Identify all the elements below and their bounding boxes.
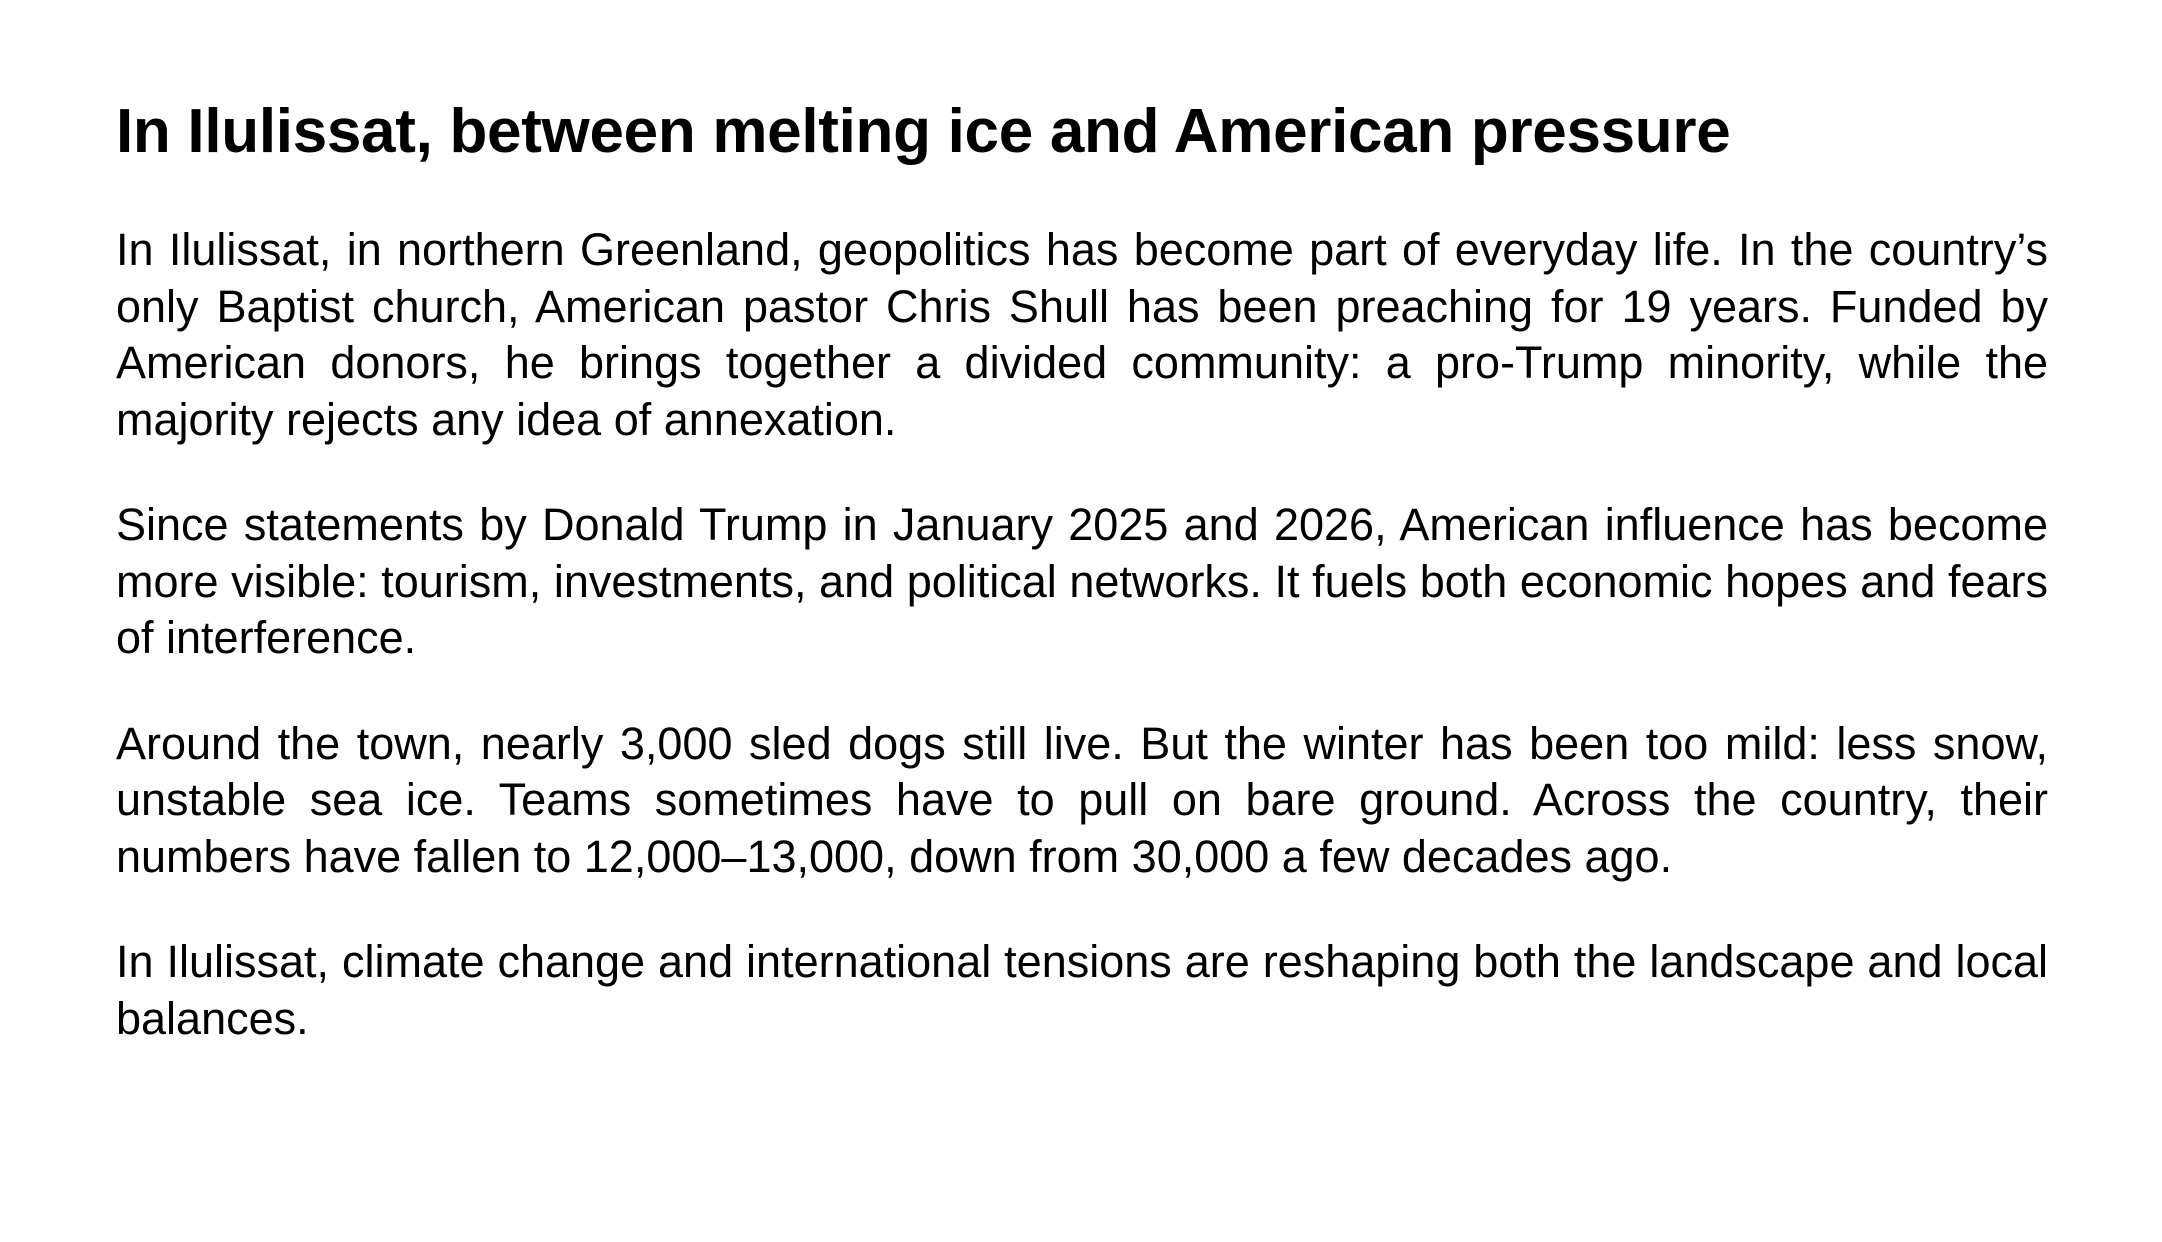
article-paragraph-3: Around the town, nearly 3,000 sled dogs still live. But the winter has been too mild: less snow, unstable sea ice. Teams sometimes have to pull on bare ground. Across the country, their numbers have fallen to 12,000–13,000, down from 30,000 a few decades ago. <box>116 717 2048 882</box>
article-paragraph-2: Since statements by Donald Trump in January 2025 and 2026, American influence has become more visible: tourism, investments, and political networks. It fuels both economic hopes and fears of interference. <box>116 499 2048 663</box>
article <box>116 92 2048 1047</box>
article-paragraph-4: In Ilulissat, climate change and international tensions are reshaping both the landscape and local balances. <box>116 936 2048 1044</box>
article-paragraph-1: In Ilulissat, in northern Greenland, geopolitics has become part of everyday life. In the country’s only Baptist church, American pastor Chris Shull has been preaching for 19 years. Funded by American donors, he brings together a divided community: a pro-Trump minority, while the majority rejects any idea of annexation. <box>116 224 2048 445</box>
article-title: In Ilulissat, between melting ice and American pressure <box>116 97 1731 166</box>
